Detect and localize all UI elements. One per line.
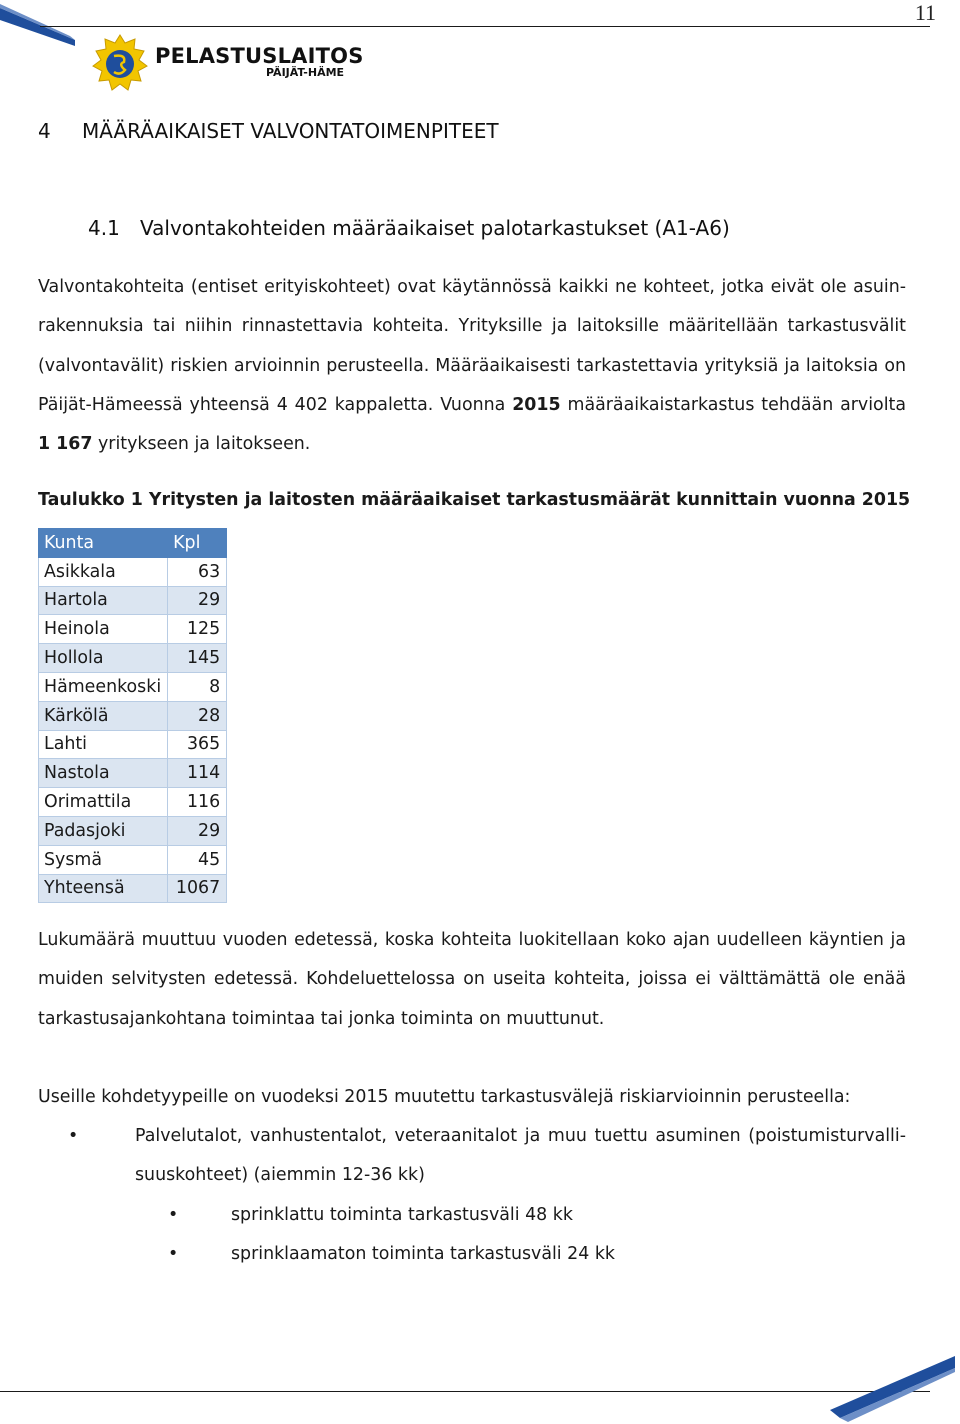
sub-item-unsprinkled: sprinklaamaton toiminta tarkastusväli 24 kk [231, 1244, 615, 1264]
section-heading [38, 119, 499, 143]
total-label-cell: Yhteensä [39, 874, 168, 903]
intro-paragraph [38, 268, 906, 464]
interval-intro-paragraph: Useille kohdetyypeille on vuodeksi 2015 muutettu tarkastusvälejä riskiarvioinnin perusteella: [38, 1087, 851, 1107]
municipality-cell: Hämeenkoski [39, 672, 168, 701]
total-count-cell: 1067 [168, 874, 227, 903]
municipality-cell: Sysmä [39, 845, 168, 874]
table-row [39, 672, 227, 701]
count-change-paragraph: Lukumäärä muuttuu vuoden edetessä, koska kohteita luokitellaan koko ajan uudelleen käyntien ja muiden selvitysten edetessä. Kohdeluettelossa on useita kohteita, joissa ei välttämättä ole enää tarkastusajankohtana toimintaa tai jonka toiminta on muuttunut. [38, 930, 906, 1029]
column-header-kunta: Kunta [39, 529, 168, 558]
municipality-cell: Hollola [39, 644, 168, 673]
count-cell: 145 [168, 644, 227, 673]
municipality-cell: Hartola [39, 586, 168, 615]
bullet-icon: • [168, 1205, 179, 1225]
footer-rule [0, 1391, 930, 1392]
table-row [39, 730, 227, 759]
count-cell: 28 [168, 701, 227, 730]
bullet-icon: • [68, 1126, 79, 1146]
count-cell: 45 [168, 845, 227, 874]
municipality-cell: Padasjoki [39, 816, 168, 845]
intro-text-3: yritykseen ja laitokseen. [92, 434, 311, 455]
intro-year: 2015 [512, 394, 561, 415]
table-row-total [39, 874, 227, 903]
municipality-cell: Orimattila [39, 788, 168, 817]
subsection-title: Valvontakohteiden määräaikaiset palotarkastukset (A1-A6) [140, 216, 730, 240]
municipality-cell: Asikkala [39, 557, 168, 586]
municipality-cell: Kärkölä [39, 701, 168, 730]
logo-region: PÄIJÄT-HÄME [266, 66, 345, 79]
subsection-heading [88, 216, 730, 240]
table-row [39, 615, 227, 644]
header-corner-stripe [0, 0, 90, 60]
intro-text-2: määräaikaistarkastus tehdään arviolta [560, 394, 906, 415]
municipality-cell: Heinola [39, 615, 168, 644]
municipality-cell: Nastola [39, 759, 168, 788]
header-rule [40, 26, 930, 27]
intro-count: 1 167 [38, 434, 93, 455]
table-row [39, 586, 227, 615]
municipality-cell: Lahti [39, 730, 168, 759]
inspection-table [38, 528, 227, 903]
table-row [39, 816, 227, 845]
bullet-icon: • [168, 1244, 179, 1264]
table-row [39, 557, 227, 586]
section-number: 4 [38, 119, 51, 143]
count-cell: 8 [168, 672, 227, 701]
section-title: MÄÄRÄAIKAISET VALVONTATOIMENPITEET [82, 119, 499, 143]
table-caption: Taulukko 1 Yritysten ja laitosten määräaikaiset tarkastusmäärät kunnittain vuonna 2015 [38, 490, 911, 510]
table-row [39, 701, 227, 730]
table-row [39, 759, 227, 788]
intro-text-1: Valvontakohteita (entiset erityiskohteet) ovat käytännössä kaikki ne kohteet, jotka eivät ole asuin-rakennuksia tai niihin rinnastettavia kohteita. Yrityksille ja laitoksille määritellään tarkastusvälit (valvontavälit) riskien arvioinnin perusteella. Määräaikaisesti tarkastettavia yrityksiä ja laitoksia on Päijät-Hämeessä yhteensä 4 402 kappaletta. Vuonna [38, 277, 906, 415]
table-row [39, 845, 227, 874]
count-cell: 116 [168, 788, 227, 817]
count-cell: 63 [168, 557, 227, 586]
logo-name: PELASTUSLAITOS [155, 44, 364, 68]
footer-corner-stripe [820, 1350, 960, 1424]
sub-item-sprinkled: sprinklattu toiminta tarkastusväli 48 kk [231, 1205, 573, 1225]
table-header-row [39, 529, 227, 558]
table-row [39, 644, 227, 673]
count-cell: 114 [168, 759, 227, 788]
count-cell: 125 [168, 615, 227, 644]
column-header-kpl: Kpl [168, 529, 227, 558]
count-cell: 365 [168, 730, 227, 759]
page-number: 11 [914, 0, 936, 25]
table-row [39, 788, 227, 817]
list-item-service-housing: Palvelutalot, vanhustentalot, veteraanitalot ja muu tuettu asuminen (poistumisturvalli-suuskohteet) (aiemmin 12-36 kk) [135, 1126, 906, 1186]
count-cell: 29 [168, 816, 227, 845]
subsection-number: 4.1 [88, 216, 120, 240]
count-cell: 29 [168, 586, 227, 615]
pelastuslaitos-emblem-icon [92, 34, 148, 92]
